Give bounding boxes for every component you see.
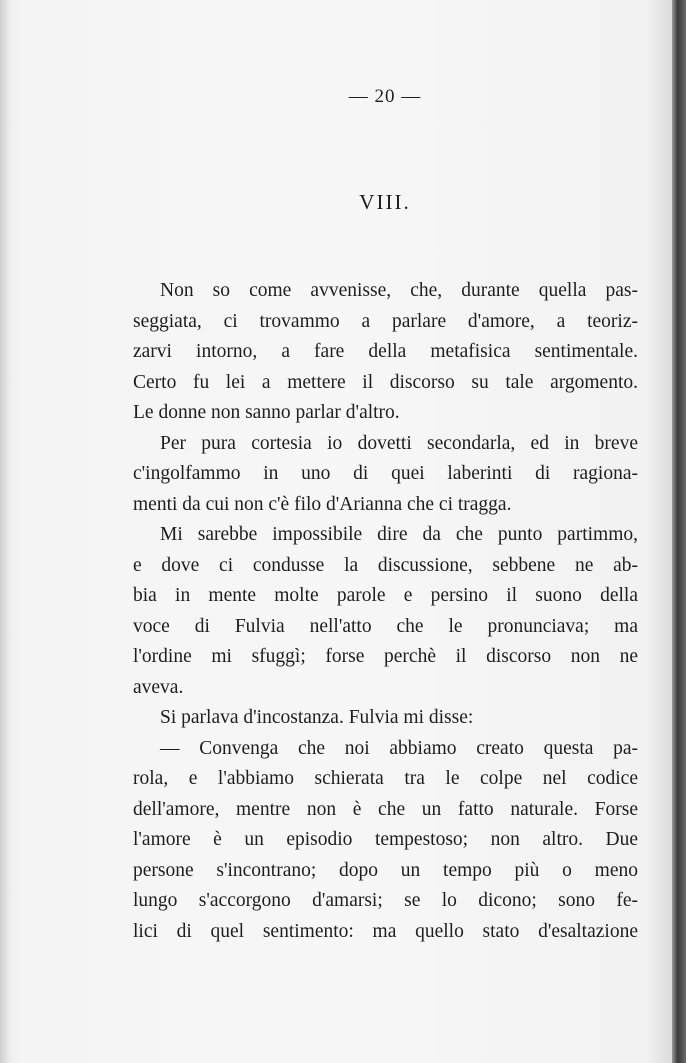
text-line: seggiata, ci trovammo a parlare d'amore, a teoriz- xyxy=(133,310,638,332)
page-gutter-shadow xyxy=(0,0,10,1063)
text-line: Le donne non sanno parlar d'altro. xyxy=(133,402,400,423)
text-line: Si parlava d'incostanza. Fulvia mi disse: xyxy=(160,707,474,728)
text-line: Certo fu lei a mettere il discorso su tale argomento. xyxy=(133,371,638,393)
text-line: lici di quel sentimento: ma quello stato d'esaltazione xyxy=(133,920,638,942)
text-line: bia in mente molte parole e persino il suono della xyxy=(133,585,638,606)
text-line: c'ingolfammo in uno di quei laberinti di ragiona- xyxy=(133,463,638,484)
text-line: l'ordine mi sfuggì; forse perchè il discorso non ne xyxy=(133,646,638,667)
text-line: lungo s'accorgono d'amarsi; se lo dicono; sono fe- xyxy=(133,890,638,911)
text-line: e dove ci condusse la discussione, sebbene ne ab- xyxy=(133,554,638,576)
text-line: Non so come avvenisse, che, durante quella pas- xyxy=(160,280,638,301)
text-line: Mi sarebbe impossibile dire da che punto partimmo, xyxy=(160,524,638,545)
text-line: zarvi intorno, a fare della metafisica sentimentale. xyxy=(133,341,638,362)
text-line: voce di Fulvia nell'atto che le pronunciava; ma xyxy=(133,615,638,637)
page-number: — 20 — xyxy=(348,86,422,107)
chapter-heading: VIII. xyxy=(359,190,411,214)
text-line: dell'amore, mentre non è che un fatto naturale. Forse xyxy=(133,798,638,820)
text-line: persone s'incontrano; dopo un tempo più o meno xyxy=(133,859,638,881)
text-line: — Convenga che noi abbiamo creato questa pa- xyxy=(160,737,638,759)
text-line: Per pura cortesia io dovetti secondarla, ed in breve xyxy=(160,432,638,454)
page-edge-shadow xyxy=(672,0,686,1063)
text-line: rola, e l'abbiamo schierata tra le colpe nel codice xyxy=(133,768,638,789)
text-line: l'amore è un episodio tempestoso; non altro. Due xyxy=(133,829,638,850)
body-text xyxy=(133,276,638,947)
text-line: aveva. xyxy=(133,676,184,698)
text-line: menti da cui non c'è filo d'Arianna che ci tragga. xyxy=(133,493,512,515)
